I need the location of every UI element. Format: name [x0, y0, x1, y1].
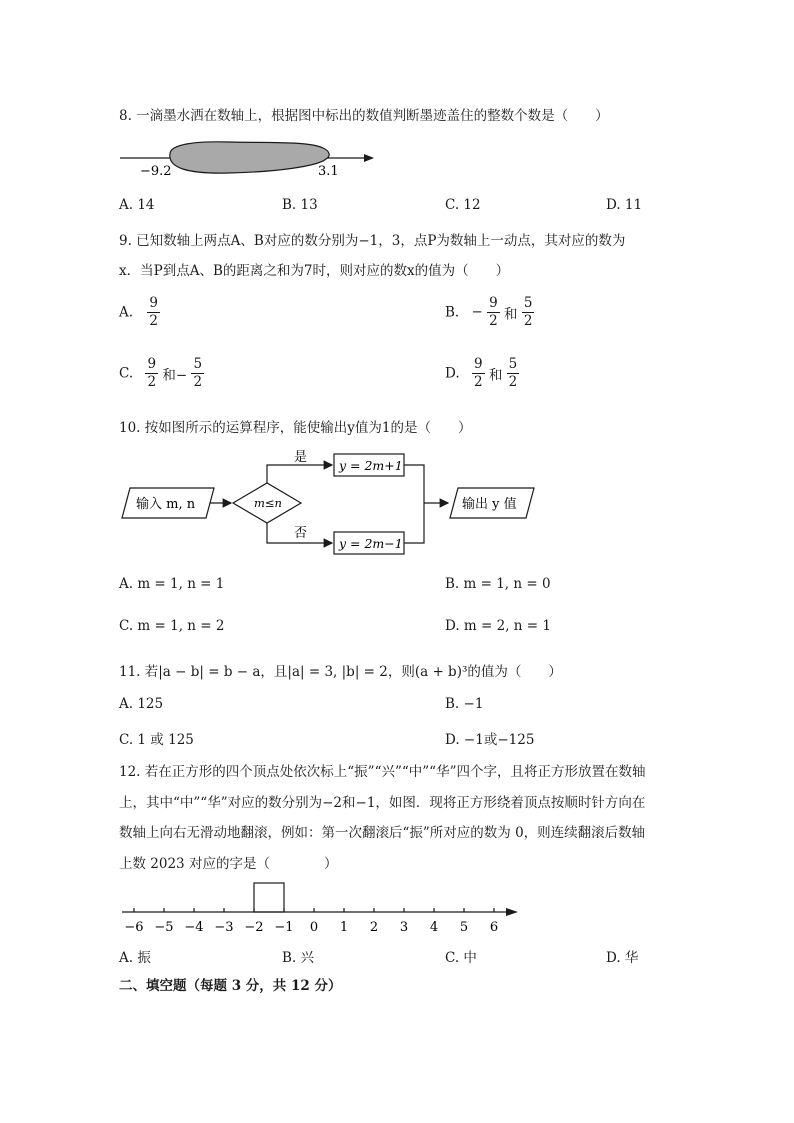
q10-no-label: 否: [294, 526, 308, 541]
q10-no-formula: y = 2m−1: [339, 536, 403, 551]
q12-line4: 上数 2023 对应的字是（ ）: [119, 856, 338, 872]
q12-tick-label: 3: [399, 920, 409, 935]
q9-option-d: D. $\frac{9}{2}$ 和 $\frac{5}{2}$: [445, 356, 518, 390]
q12-number-line: [116, 878, 526, 938]
q10-output-label: 输出 y 值: [462, 497, 517, 512]
q8-option-b: B. 13: [282, 197, 318, 213]
q12-option-a: A. 振: [119, 950, 151, 966]
q12-tick-label: 1: [339, 920, 349, 935]
q9-option-c: C. $\frac{9}{2}$ 和− $\frac{5}{2}$: [119, 356, 203, 390]
q12-line1: 12. 若在正方形的四个顶点处依次标上“振”“兴”“中”“华”四个字，且将正方形放置在数轴: [119, 764, 646, 780]
q8-ink-number-line: [118, 138, 380, 180]
q11-option-d: D. −1或−125: [445, 732, 535, 748]
q10-condition-label: m≤n: [254, 496, 282, 510]
q8-option-d: D. 11: [606, 197, 643, 213]
q11-stem: 11. 若|a − b| = b − a，且|a| = 3, |b| = 2，则(a + b)³的值为（ ）: [119, 664, 562, 680]
section2-title: 二、填空题（每题 3 分，共 12 分）: [119, 978, 342, 994]
q12-tick-label: −5: [154, 920, 174, 935]
q12-tick-label: −1: [274, 920, 294, 935]
q10-option-a: A. m = 1, n = 1: [119, 576, 225, 592]
q12-line2: 上，其中“中”“华”对应的数分别为−2和−1，如图．现将正方形绕着顶点按顺时针方向在: [119, 795, 646, 811]
q10-option-b: B. m = 1, n = 0: [445, 576, 551, 592]
q10-option-c: C. m = 1, n = 2: [119, 618, 225, 634]
q8-right-value: 3.1: [318, 164, 339, 179]
q9-stem-line2: x．当P到点A、B的距离之和为7时，则对应的数x的值为（ ）: [119, 263, 510, 279]
q11-option-b: B. −1: [445, 696, 484, 712]
q12-tick-label: −2: [244, 920, 264, 935]
q9-option-a: A. $\frac{9}{2}$: [119, 295, 158, 329]
q12-tick-label: 0: [309, 920, 319, 935]
q10-input-label: 输入 m, n: [136, 497, 196, 512]
q8-option-c: C. 12: [445, 197, 481, 213]
q8-option-a: A. 14: [119, 197, 155, 213]
q12-tick-label: −6: [124, 920, 144, 935]
q12-axis-arrow: [506, 908, 518, 916]
q10-flowchart: [118, 446, 548, 558]
q10-option-d: D. m = 2, n = 1: [445, 618, 551, 634]
q12-line3: 数轴上向右无滑动地翻滚，例如：第一次翻滚后“振”所对应的数为 0，则连续翻滚后数轴: [119, 825, 646, 841]
q12-option-d: D. 华: [606, 950, 639, 966]
q10-yes-label: 是: [294, 450, 308, 465]
q12-tick-label: 5: [459, 920, 469, 935]
q10-yes-formula: y = 2m+1: [339, 458, 403, 473]
q11-option-c: C. 1 或 125: [119, 732, 194, 748]
q9-stem-line1: 9. 已知数轴上两点A、B对应的数分别为−1，3，点P为数轴上一动点，其对应的数为: [119, 233, 626, 249]
q8-left-value: −9.2: [140, 164, 172, 179]
q8-stem: 8. 一滴墨水洒在数轴上，根据图中标出的数值判断墨迹盖住的整数个数是（ ）: [119, 108, 609, 124]
q12-tick-label: −4: [184, 920, 204, 935]
q8-ink-blot: [170, 142, 329, 173]
q12-tick-label: 6: [489, 920, 499, 935]
q11-option-a: A. 125: [119, 696, 164, 712]
q12-option-c: C. 中: [445, 950, 477, 966]
q12-tick-label: −3: [214, 920, 234, 935]
q10-stem: 10. 按如图所示的运算程序，能使输出y值为1的是（ ）: [119, 420, 472, 436]
q12-option-b: B. 兴: [282, 950, 315, 966]
q8-axis-arrow: [364, 154, 374, 162]
q12-tick-label: 2: [369, 920, 379, 935]
q12-square: [254, 883, 284, 912]
q9-option-b: B. − $\frac{9}{2}$ 和 $\frac{5}{2}$: [445, 295, 533, 329]
q12-tick-label: 4: [429, 920, 439, 935]
